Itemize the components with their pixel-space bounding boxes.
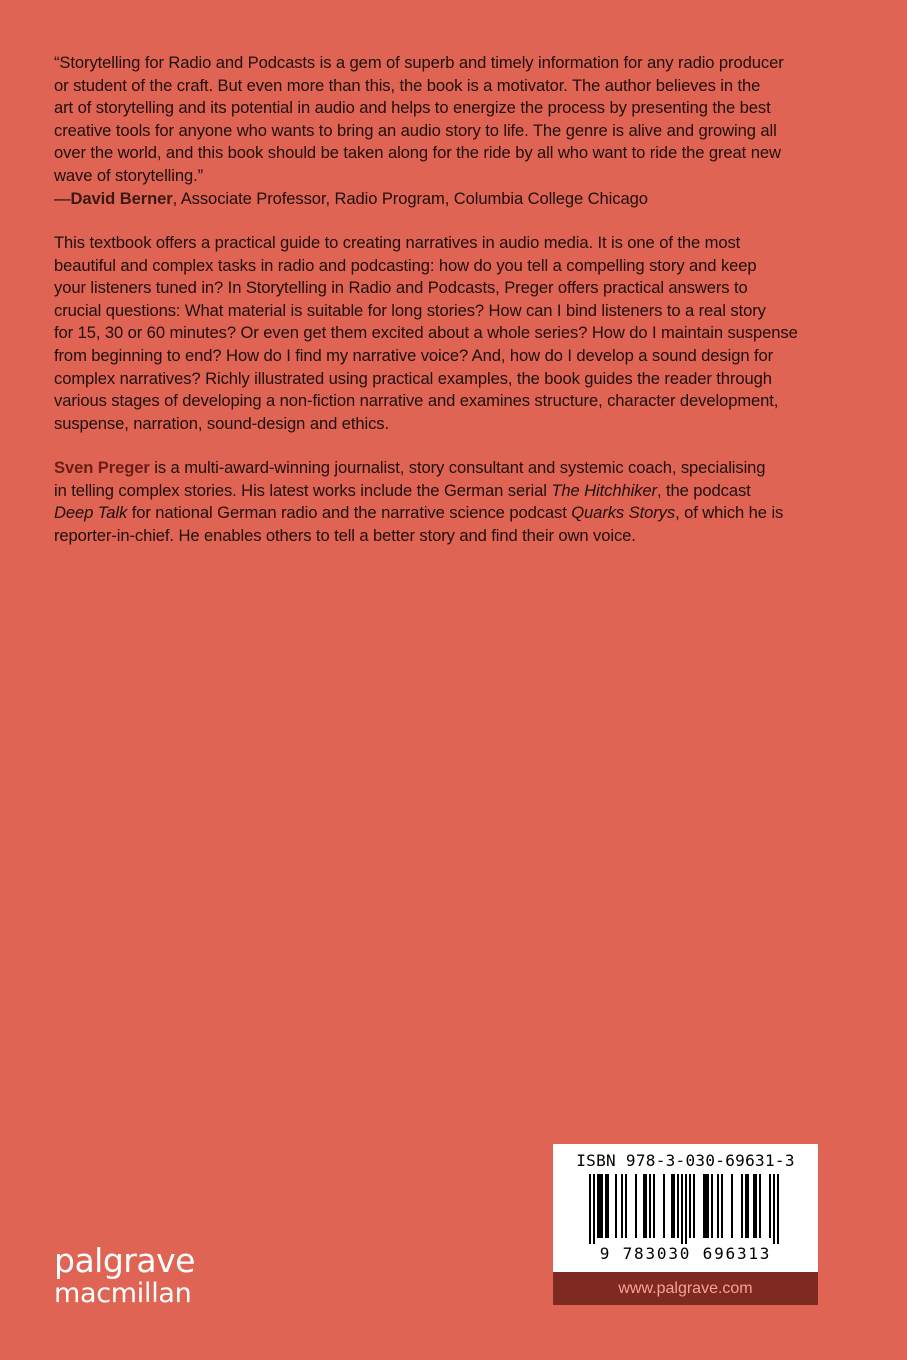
bio-text-4: , of which he is reporter-in-chief. He enables others to tell a better story and find their own voice. (54, 503, 784, 545)
logo-palgrave: palgrave (54, 1241, 195, 1280)
barcode-bar (605, 1174, 607, 1238)
barcode-bar (597, 1174, 599, 1238)
barcode-bar (759, 1174, 761, 1238)
barcode-bar (731, 1174, 733, 1238)
endorser-affiliation: , Associate Professor, Radio Program, Columbia College Chicago (172, 188, 648, 208)
barcode-bar (747, 1174, 749, 1238)
author-name: Sven Preger (54, 458, 150, 477)
barcode-bar (621, 1174, 623, 1238)
bio-paragraph (54, 457, 814, 547)
barcode-bar (673, 1174, 675, 1238)
quote-attribution (54, 188, 814, 211)
barcode-bar (773, 1174, 775, 1244)
barcode-bar (721, 1174, 723, 1238)
barcode-bar (653, 1174, 655, 1238)
barcode-bar (685, 1174, 687, 1244)
barcode-bar (741, 1174, 743, 1238)
quote-text: “Storytelling for Radio and Podcasts is a gem of superb and timely information for any radio producer or student of the craft. But even more than this, the book is a motivator. The author believes in the art of storytelling and its potential in audio and helps to energize the process by presenting the best creative tools for anyone who wants to bring an audio story to life. The genre is alive and growing all over the world, and this book should be taken along for the ride by all who want to ride the great new wave of storytelling.” (54, 53, 784, 185)
bio-text-1: is a multi-award-winning journalist, story consultant and systemic coach, specialising in telling complex stories. His latest works include the German serial (54, 458, 766, 500)
barcode-bar (593, 1174, 595, 1244)
barcode-bar (599, 1174, 601, 1238)
bio-text-3: for national German radio and the narrative science podcast (127, 503, 572, 523)
barcode-bar (625, 1174, 627, 1238)
publisher-logo (54, 1241, 195, 1309)
barcode-bar (745, 1174, 747, 1238)
book-description (54, 232, 814, 435)
barcode-bar (643, 1174, 645, 1238)
barcode-bar (645, 1174, 647, 1238)
barcode-bar (589, 1174, 591, 1244)
bio-text-2: , the podcast (656, 480, 751, 500)
work-title-2: Deep Talk (54, 503, 128, 523)
isbn-barcode (553, 1144, 818, 1272)
barcode-bar (755, 1174, 757, 1238)
barcode-bar (607, 1174, 609, 1238)
barcode-bar (649, 1174, 651, 1238)
publisher-url[interactable]: www.palgrave.com (553, 1272, 818, 1305)
barcode-bar (635, 1174, 637, 1238)
author-bio (54, 457, 814, 547)
barcode-bar (769, 1174, 771, 1238)
barcode-bar (753, 1174, 755, 1238)
barcode-bar (615, 1174, 617, 1238)
barcode-bar (711, 1174, 713, 1238)
barcode-bar (705, 1174, 707, 1238)
barcode-bar (703, 1174, 705, 1238)
barcode-bar (777, 1174, 779, 1244)
description-text: This textbook offers a practical guide to creating narratives in audio media. It is one of the most beautiful and complex tasks in radio and podcasting: how do you tell a compelling story and keep your listeners tuned in? In Storytelling in Radio and Podcasts, Preger offers practical answers to crucial questions: What material is suitable for long stories? How can I bind listeners to a real story for 15, 30 or 60 minutes? Or even get them excited about a whole series? How do I maintain suspense from beginning to end? How do I find my narrative voice? And, how do I develop a sound design for complex narratives? Richly illustrated using practical examples, the book guides the reader through various stages of developing a non-fiction narrative and examines structure, character development, suspense, narration, sound-design and ethics. (54, 233, 798, 433)
barcode-digits: 9 783030 696313 (599, 1244, 772, 1263)
barcode-bar (671, 1174, 673, 1238)
barcode-bar (681, 1174, 683, 1244)
barcode-bar (717, 1174, 719, 1238)
attribution-dash: — (54, 188, 71, 208)
barcode-bars (583, 1174, 788, 1244)
endorser-name: David Berner (70, 188, 173, 208)
barcode-bar (677, 1174, 679, 1238)
barcode-bar (663, 1174, 665, 1238)
barcode-bar (707, 1174, 709, 1238)
work-title-1: The Hitchhiker (551, 480, 657, 500)
barcode-bar (689, 1174, 691, 1238)
isbn-label: ISBN 978-3-030-69631-3 (576, 1151, 795, 1170)
endorsement-quote (54, 52, 814, 210)
logo-macmillan: macmillan (54, 1278, 192, 1309)
work-title-3: Quarks Storys (571, 503, 676, 523)
barcode-bar (601, 1174, 603, 1238)
barcode-bar (693, 1174, 695, 1238)
